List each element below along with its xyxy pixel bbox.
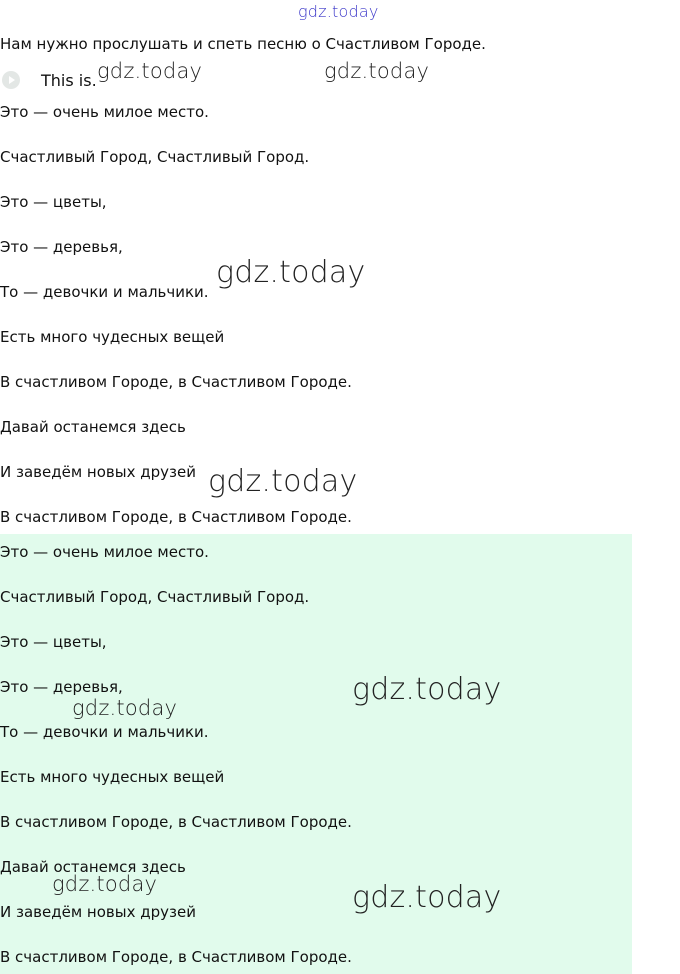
watermark: gdz.today <box>216 255 366 290</box>
song-line: То — девочки и мальчики. <box>0 723 209 741</box>
song-line: И заведём новых друзей <box>0 463 196 481</box>
watermark: gdz.today <box>352 880 502 915</box>
song-line: Есть много чудесных вещей <box>0 328 225 346</box>
intro-text: Нам нужно прослушать и спеть песню о Счастливом Городе. <box>0 35 486 53</box>
song-line: Это — деревья, <box>0 678 123 696</box>
song-line: Это — очень милое место. <box>0 103 209 121</box>
song-line: Счастливый Город, Счастливый Город. <box>0 148 310 166</box>
song-line: Это — цветы, <box>0 193 107 211</box>
song-line: Это — очень милое место. <box>0 543 209 561</box>
song-line: В счастливом Городе, в Счастливом Городе. <box>0 373 352 391</box>
song-line: Счастливый Город, Счастливый Город. <box>0 588 310 606</box>
song-line: Давай останемся здесь <box>0 858 186 876</box>
audio-player[interactable] <box>2 70 97 90</box>
song-line: В счастливом Городе, в Счастливом Городе. <box>0 508 352 526</box>
watermark: gdz.today <box>97 59 203 83</box>
song-line: В счастливом Городе, в Счастливом Городе. <box>0 948 352 966</box>
song-line: И заведём новых друзей <box>0 903 196 921</box>
song-line: Это — цветы, <box>0 633 107 651</box>
play-icon[interactable] <box>2 71 20 89</box>
song-line: Это — деревья, <box>0 238 123 256</box>
watermark: gdz.today <box>52 872 158 896</box>
watermark-top: gdz.today <box>298 2 379 21</box>
song-line: Есть много чудесных вещей <box>0 768 225 786</box>
watermark: gdz.today <box>208 464 358 499</box>
watermark: gdz.today <box>72 696 178 720</box>
watermark: gdz.today <box>324 59 430 83</box>
song-line: То — девочки и мальчики. <box>0 283 209 301</box>
watermark: gdz.today <box>352 672 502 707</box>
song-line: Давай останемся здесь <box>0 418 186 436</box>
audio-label: This is. <box>41 70 97 90</box>
song-line: В счастливом Городе, в Счастливом Городе. <box>0 813 352 831</box>
